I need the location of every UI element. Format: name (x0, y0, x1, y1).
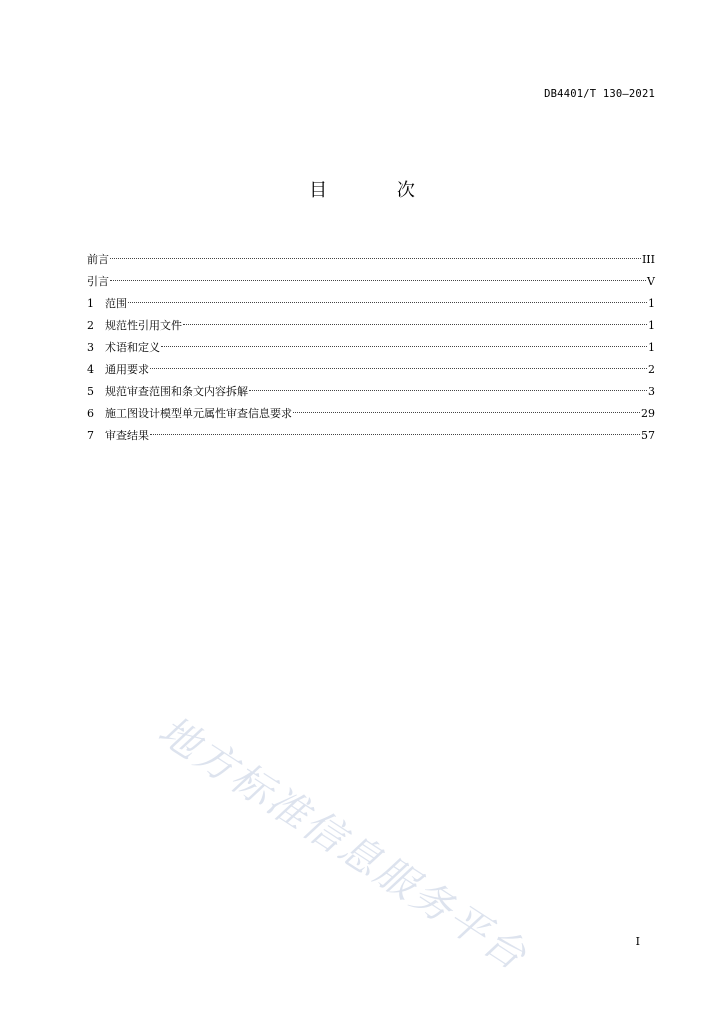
table-of-contents (87, 249, 655, 447)
toc-entry-number: 4 (87, 363, 94, 376)
toc-entry-preface[interactable] (87, 249, 655, 271)
toc-entry-page: 1 (648, 297, 655, 310)
toc-entry-label: 规范审查范围和条文内容拆解 (105, 385, 248, 398)
toc-leader-dots (128, 302, 647, 303)
page-title: 目 次 (309, 180, 447, 201)
toc-entry-page: 2 (648, 363, 655, 376)
toc-leader-dots (110, 280, 646, 281)
toc-entry-5[interactable] (87, 381, 655, 403)
toc-entry-2[interactable] (87, 315, 655, 337)
page-number: I (635, 935, 640, 948)
toc-entry-page: 1 (648, 341, 655, 354)
toc-entry-label: 范围 (105, 297, 127, 310)
toc-leader-dots (293, 412, 640, 413)
toc-entry-label: 术语和定义 (105, 341, 160, 354)
toc-leader-dots (150, 368, 647, 369)
toc-entry-label: 引言 (87, 275, 109, 288)
standard-code: DB4401/T 130—2021 (544, 88, 655, 100)
toc-entry-page: 3 (648, 385, 655, 398)
toc-entry-page: 29 (641, 407, 655, 420)
toc-leader-dots (150, 434, 640, 435)
toc-entry-number: 3 (87, 341, 94, 354)
toc-entry-3[interactable] (87, 337, 655, 359)
toc-leader-dots (161, 346, 647, 347)
toc-entry-label: 前言 (87, 253, 109, 266)
toc-entry-number: 5 (87, 385, 94, 398)
toc-entry-label: 通用要求 (105, 363, 149, 376)
toc-entry-number: 2 (87, 319, 94, 332)
toc-entry-page: 57 (641, 429, 655, 442)
toc-leader-dots (249, 390, 647, 391)
watermark: 地方标准信息服务平台 (150, 707, 536, 981)
toc-entry-introduction[interactable] (87, 271, 655, 293)
toc-entry-page: III (641, 253, 655, 266)
toc-entry-label: 施工图设计模型单元属性审查信息要求 (105, 407, 292, 420)
toc-entry-4[interactable] (87, 359, 655, 381)
toc-entry-number: 6 (87, 407, 94, 420)
toc-entry-page: 1 (648, 319, 655, 332)
toc-leader-dots (110, 258, 641, 259)
toc-entry-6[interactable] (87, 403, 655, 425)
toc-entry-label: 规范性引用文件 (105, 319, 182, 332)
toc-entry-1[interactable] (87, 293, 655, 315)
toc-entry-number: 7 (87, 429, 94, 442)
toc-entry-number: 1 (87, 297, 94, 310)
toc-entry-page: V (647, 275, 655, 288)
toc-leader-dots (183, 324, 647, 325)
toc-entry-7[interactable] (87, 425, 655, 447)
toc-entry-label: 审查结果 (105, 429, 149, 442)
